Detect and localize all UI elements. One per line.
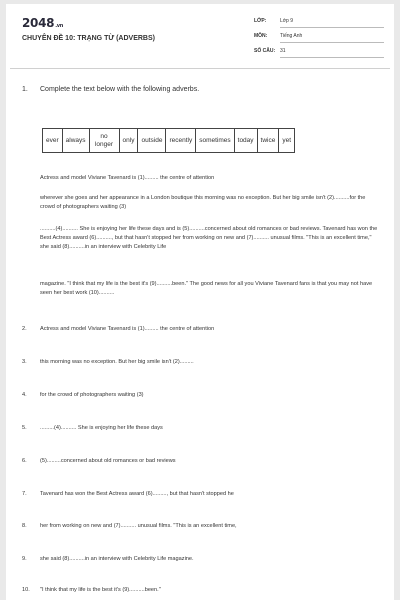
- question-text: her from working on new and (7).......... unusual films. "This is an excellent time,: [40, 523, 237, 529]
- word-cell: twice: [257, 129, 279, 153]
- logo-text: 2048: [22, 16, 55, 30]
- question-text: Actress and model Viviane Tavenard is (1)......... the centre of attention: [40, 326, 215, 332]
- question-item: [22, 458, 176, 464]
- question-number: 6.: [22, 458, 27, 464]
- worksheet-page: [6, 4, 394, 600]
- question-text: .........(4).......... She is enjoying her life these days: [40, 425, 163, 431]
- grade-label: LỚP:: [254, 18, 267, 24]
- topic-title: CHUYÊN ĐỀ 10: TRẠNG TỪ (ADVERBS): [22, 35, 155, 42]
- subject-underline: [280, 42, 384, 43]
- word-box-table: [42, 128, 295, 153]
- passage-paragraph: ..........(4).......... She is enjoying her life these days and is (5)..........concerned about old romances or bad reviews. Tavenard has won the Best Actress award (6).........., but that hasn't stopped her from working on new and (7).......... unusual films. "This is an excellent time," she said (8)..........in an interview with Celebrity Life: [40, 226, 378, 250]
- count-label: SỐ CÂU:: [254, 48, 276, 54]
- question-text: she said (8)..........in an interview with Celebrity Life magazine.: [40, 556, 194, 562]
- word-cell: ever: [43, 129, 63, 153]
- grade-field: [254, 18, 293, 24]
- question-number: 2.: [22, 326, 27, 332]
- question-item: [22, 326, 214, 332]
- question-item: [22, 392, 144, 398]
- question-text: Tavenard has won the Best Actress award (6)........., but that hasn't stopped he: [40, 491, 234, 497]
- question-number: 7.: [22, 491, 27, 497]
- exercise-number: 1.: [22, 86, 28, 93]
- site-logo[interactable]: [22, 16, 63, 30]
- question-text: this morning was no exception. But her big smile isn't (2).........: [40, 359, 194, 365]
- question-item: [22, 523, 237, 529]
- passage-paragraph: wherever she goes and her appearance in a London boutique this morning was no exception. But her big smile isn't (2)..........for the crowd of photographers waiting (3): [40, 195, 366, 210]
- word-cell: only: [119, 129, 138, 153]
- count-value: 31: [280, 48, 286, 54]
- question-item: [22, 425, 163, 431]
- count-underline: [280, 57, 384, 58]
- word-cell: recently: [166, 129, 196, 153]
- passage-paragraph: Actress and model Viviane Tavenard is (1)......... the centre of attention: [40, 175, 215, 181]
- worksheet-header: [6, 4, 394, 62]
- count-field: [254, 48, 286, 54]
- question-number: 9.: [22, 556, 27, 562]
- question-text: "I think that my life is the best it's (9)..........been.": [40, 587, 161, 593]
- word-box-row: [43, 129, 295, 153]
- question-number: 5.: [22, 425, 27, 431]
- question-number: 4.: [22, 392, 27, 398]
- word-cell: sometimes: [196, 129, 234, 153]
- question-item: [22, 587, 161, 593]
- subject-field: [254, 33, 302, 39]
- instruction-text: Complete the text below with the following adverbs.: [40, 86, 200, 93]
- header-divider: [10, 68, 390, 69]
- exercise-instruction: [22, 86, 199, 93]
- logo-tld: .vn: [55, 23, 64, 29]
- word-cell: outside: [138, 129, 166, 153]
- subject-value: Tiếng Anh: [280, 33, 303, 39]
- question-text: for the crowd of photographers waiting (3): [40, 392, 144, 398]
- question-text: (5).........concerned about old romances or bad reviews: [40, 458, 176, 464]
- question-item: [22, 359, 194, 365]
- word-cell: always: [62, 129, 89, 153]
- question-number: 10.: [22, 587, 30, 593]
- word-cell: today: [234, 129, 257, 153]
- word-cell: no longer: [89, 129, 119, 153]
- question-number: 8.: [22, 523, 27, 529]
- question-item: [22, 491, 234, 497]
- grade-value: Lớp 9: [280, 18, 294, 24]
- passage-paragraph: magazine. "I think that my life is the best it's (9)..........been." The good news for all you Viviane Tavenard fans is that you may not have seen her best work (10)..........: [40, 281, 373, 296]
- question-item: [22, 556, 194, 562]
- question-number: 3.: [22, 359, 27, 365]
- grade-underline: [280, 27, 384, 28]
- subject-label: MÔN:: [254, 33, 268, 39]
- word-cell: yet: [279, 129, 295, 153]
